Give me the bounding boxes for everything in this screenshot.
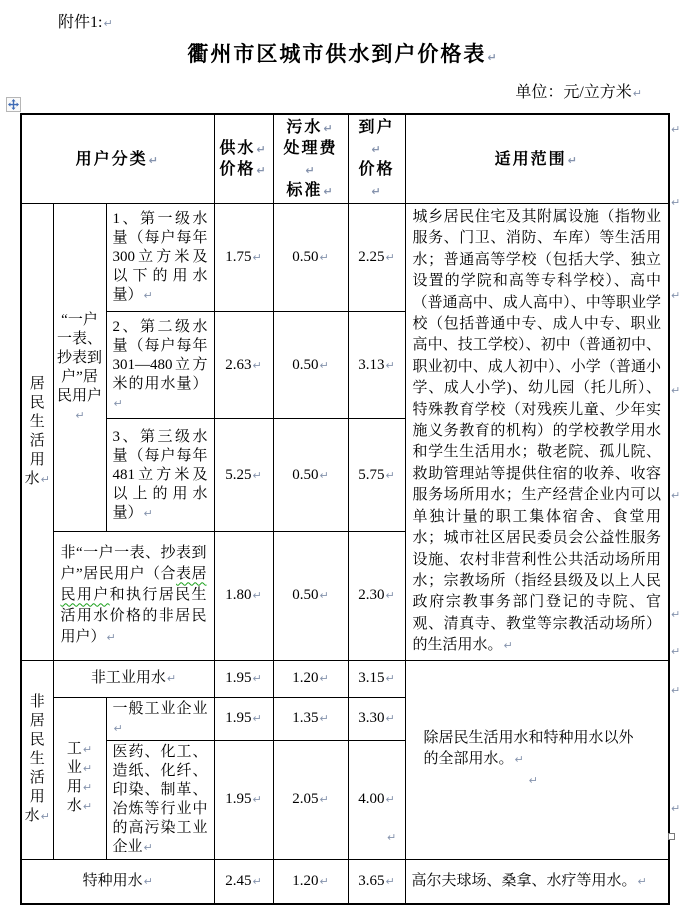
cell-tier1-household: 2.25↵ (348, 204, 405, 312)
pilcrow-mark: ↵ (143, 506, 153, 520)
unit-label: 单位：元/立方米↵ (515, 84, 642, 101)
pilcrow-mark: ↵ (82, 800, 93, 814)
pilcrow-mark: ↵ (148, 153, 160, 167)
cell-tier3-sewage: 0.50↵ (273, 419, 348, 532)
cell-high-pollution-sewage: 2.05↵ (273, 740, 348, 859)
end-of-row-mark: ↵ (671, 289, 681, 302)
cell-special-water-label: 特种用水↵ (21, 859, 214, 904)
cell-special-sewage: 1.20↵ (273, 859, 348, 904)
pilcrow-mark: ↵ (319, 468, 329, 482)
cell-general-industrial-sewage: 1.35↵ (273, 697, 348, 740)
table-row (21, 204, 669, 312)
header-user-class: 用户分类↵ (21, 114, 214, 204)
pilcrow-mark: ↵ (567, 153, 579, 167)
end-of-row-mark: ↵ (671, 123, 681, 136)
pilcrow-mark: ↵ (252, 250, 262, 264)
pilcrow-mark: ↵ (113, 721, 123, 735)
cell-general-industrial-household: 3.30↵ (348, 697, 405, 740)
cell-non-metered-sewage: 0.50↵ (273, 532, 348, 660)
pilcrow-mark: ↵ (106, 631, 116, 645)
attachment-label: 附件1:↵ (58, 14, 113, 31)
pilcrow-mark: ↵ (487, 51, 499, 64)
pilcrow-mark: ↵ (103, 17, 113, 30)
cell-high-pollution-label: 医药、化工、造纸、化纤、印染、制革、冶炼等行业中的高污染工业企业↵ (106, 740, 214, 859)
cell-non-industrial-label: 非工业用水↵ (53, 660, 214, 697)
pilcrow-mark: ↵ (319, 358, 329, 372)
cell-high-pollution-household: 4.00↵ (348, 740, 405, 859)
table-row (21, 859, 669, 904)
end-of-row-mark: ↵ (671, 684, 681, 697)
pilcrow-mark: ↵ (319, 793, 329, 807)
pilcrow-mark: ↵ (371, 185, 383, 198)
pilcrow-mark: ↵ (385, 793, 395, 807)
pilcrow-mark: ↵ (385, 672, 395, 686)
pilcrow-mark: ↵ (256, 164, 268, 177)
header-sewage-fee: 污水↵ 处理费↵ 标准↵ (273, 114, 348, 204)
cell-tier2-desc: 2、第二级水量（每户每年301—480立方米的用水量）↵ (106, 311, 214, 419)
table-resize-handle[interactable] (668, 833, 675, 840)
cell-tier3-supply: 5.25↵ (214, 419, 273, 532)
pilcrow-mark: ↵ (385, 358, 395, 372)
pilcrow-mark: ↵ (75, 408, 85, 422)
end-of-row-mark: ↵ (671, 384, 681, 397)
pilcrow-mark: ↵ (385, 589, 395, 603)
pilcrow-mark: ↵ (252, 589, 262, 603)
table-move-handle-icon[interactable] (6, 97, 21, 112)
pilcrow-mark: ↵ (252, 468, 262, 482)
pilcrow-mark: ↵ (40, 472, 50, 486)
cell-special-scope: 高尔夫球场、桑拿、水疗等用水。↵ (405, 859, 669, 904)
cell-industrial-group: 工↵ 业↵ 用↵ 水↵ (53, 697, 106, 859)
header-household-price: 到户↵ 价格↵ (348, 114, 405, 204)
end-of-row-mark: ↵ (671, 196, 681, 209)
end-of-row-mark: ↵ (671, 489, 681, 502)
cell-tier1-sewage: 0.50↵ (273, 204, 348, 312)
pilcrow-mark: ↵ (385, 468, 395, 482)
pilcrow-mark: ↵ (503, 639, 513, 653)
pilcrow-mark: ↵ (256, 143, 268, 156)
cell-tier3-desc: 3、第三级水量（每户每年481立方米及以上的用水量）↵ (106, 419, 214, 532)
cell-residential-scope: 城乡居民住宅及其附属设施（指物业服务、门卫、消防、车库）等生活用水；普通高等学校（包括大学、独立设置的学院和高等专科学校）、高中（普通高中、成人高中）、中等职业学校（包括普通中专、成人中专、职业高中、技工学校）、初中（普通初中、职业初中、成人初中）、小学（普通小学、成人小学)、幼儿园（托儿所）、特殊教育学校（对残疾儿童、少年实施义务教育的机构）的学校教学用水和学生生活用水；敬老院、孤儿院、救助管理站等提供住宿的收养、收容服务场所用水；生产经营企业内可以单独计量的职工集体宿舍、食堂用水；城市社区居民委员会公益性服务设施、农村非营利性公共活动场所用水；宗教场所（指经县级及以上人民政府宗教事务部门登记的寺院、官观、清真寺、教堂等宗教活动场所）的生活用水。↵ (405, 204, 669, 661)
pilcrow-mark: ↵ (40, 810, 50, 824)
pilcrow-mark: ↵ (632, 87, 642, 100)
cell-special-supply: 2.45↵ (214, 859, 273, 904)
cell-tier2-sewage: 0.50↵ (273, 311, 348, 419)
pilcrow-mark: ↵ (82, 743, 93, 757)
cell-non-metered-supply: 1.80↵ (214, 532, 273, 660)
pilcrow-mark: ↵ (143, 288, 153, 302)
pilcrow-mark: ↵ (319, 672, 329, 686)
cell-tier3-household: 5.75↵ (348, 419, 405, 532)
pilcrow-mark: ↵ (252, 672, 262, 686)
table-row (21, 660, 669, 697)
pilcrow-mark: ↵ (252, 358, 262, 372)
four-way-arrow-icon (8, 99, 19, 110)
pilcrow-mark: ↵ (113, 396, 123, 410)
pilcrow-mark: ↵ (319, 250, 329, 264)
header-scope: 适用范围↵ (405, 114, 669, 204)
page-title: 衢州市区城市供水到户价格表↵ (187, 42, 499, 66)
pilcrow-mark: ↵ (252, 874, 262, 888)
pilcrow-mark: ↵ (387, 831, 397, 844)
water-price-table (20, 113, 670, 905)
cell-tier1-supply: 1.75↵ (214, 204, 273, 312)
cell-non-metered-household: 2.30↵ (348, 532, 405, 660)
pilcrow-mark: ↵ (82, 781, 93, 795)
pilcrow-mark: ↵ (82, 762, 93, 776)
pilcrow-mark: ↵ (305, 164, 317, 177)
cell-non-metered-desc: 非“一户一表、抄表到户”居民用户（合表居民用户和执行居民生活用水价格的非居民用户）↵ (53, 532, 214, 660)
cell-general-industrial-supply: 1.95↵ (214, 697, 273, 740)
pilcrow-mark: ↵ (323, 185, 335, 198)
pilcrow-mark: ↵ (323, 122, 335, 135)
pilcrow-mark: ↵ (319, 874, 329, 888)
pilcrow-mark: ↵ (166, 672, 177, 686)
table-row (21, 114, 669, 204)
grammar-check-underline: 表居民用户 (60, 566, 207, 604)
header-supply-price: 供水↵ 价格↵ (214, 114, 273, 204)
pilcrow-mark: ↵ (371, 143, 383, 156)
cell-tier2-household: 3.13↵ (348, 311, 405, 419)
pilcrow-mark: ↵ (319, 712, 329, 726)
cell-high-pollution-supply: 1.95↵ (214, 740, 273, 859)
pilcrow-mark: ↵ (143, 840, 153, 854)
cell-residential-group: 居民生活用水↵ (21, 204, 53, 661)
pilcrow-mark: ↵ (528, 774, 538, 788)
pilcrow-mark: ↵ (385, 712, 395, 726)
pilcrow-mark: ↵ (252, 793, 262, 807)
pilcrow-mark: ↵ (385, 250, 395, 264)
pilcrow-mark: ↵ (319, 589, 329, 603)
cell-metered-user: “一户一表、抄表到户”居民用户↵ (53, 204, 106, 532)
pilcrow-mark: ↵ (252, 712, 262, 726)
cell-general-industrial-label: 一般工业企业↵ (106, 697, 214, 740)
cell-tier1-desc: 1、第一级水量（每户每年300立方米及以下的用水量）↵ (106, 204, 214, 312)
cell-non-residential-scope: 除居民生活用水和特种用水以外的全部用水。↵ ↵ (405, 660, 669, 859)
cell-non-industrial-supply: 1.95↵ (214, 660, 273, 697)
end-of-row-mark: ↵ (671, 608, 681, 621)
pilcrow-mark: ↵ (637, 874, 647, 888)
cell-non-industrial-sewage: 1.20↵ (273, 660, 348, 697)
end-of-row-mark: ↵ (671, 802, 681, 815)
cell-tier2-supply: 2.63↵ (214, 311, 273, 419)
cell-non-residential-group: 非居民生活用水↵ (21, 660, 53, 859)
pilcrow-mark: ↵ (514, 753, 524, 767)
cell-special-household: 3.65↵ (348, 859, 405, 904)
pilcrow-mark: ↵ (385, 874, 395, 888)
end-of-row-mark: ↵ (671, 645, 681, 658)
cell-non-industrial-household: 3.15↵ (348, 660, 405, 697)
pilcrow-mark: ↵ (143, 874, 153, 888)
